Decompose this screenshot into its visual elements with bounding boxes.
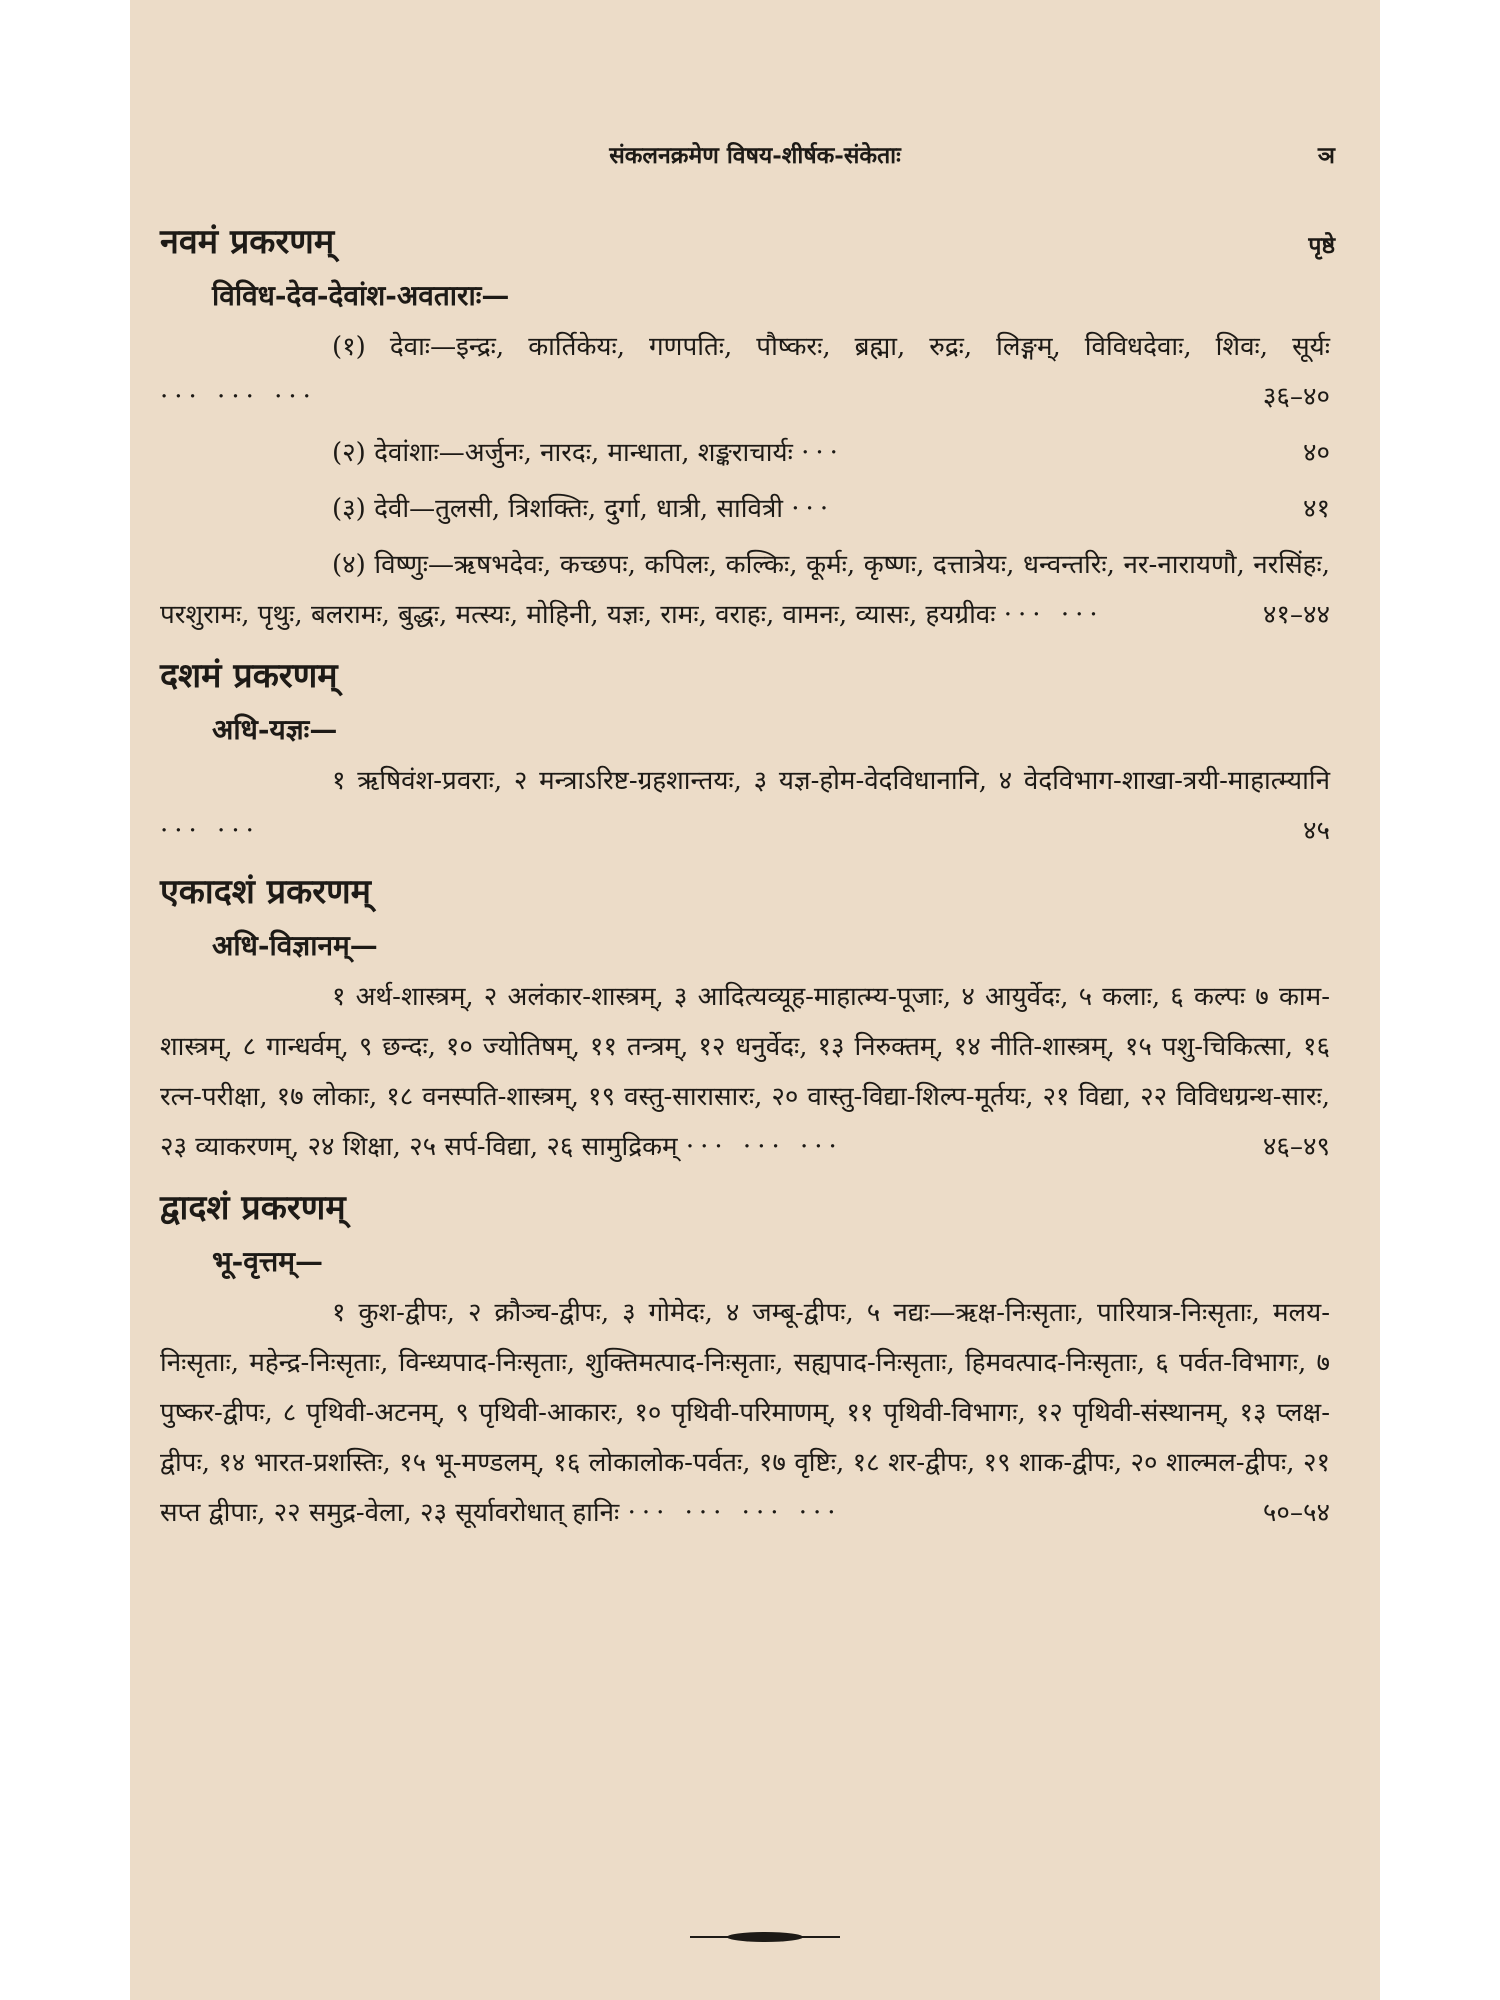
ornamental-rule <box>690 1928 840 1946</box>
entry-text: (३) देवी—तुलसी, त्रिशक्तिः, दुर्गा, धात्री, सावित्री <box>332 494 784 524</box>
entry-text: १ अर्थ-शास्त्रम्, २ अलंकार-शास्त्रम्, ३ आदित्यव्यूह-माहात्म्य-पूजाः, ४ आयुर्वेदः, ५ कलाः, ६ कल्पः ७ काम-शास्त्रम्, ८ गान्धर्वम्, ९ छन्दः, १० ज्योतिषम्, ११ तन्त्रम्, १२ धनुर्वेदः, १३ निरुक्तम्, १४ नीति-शास्त्रम्, १५ पशु-चिकित्सा, १६ रत्न-परीक्षा, १७ लोकाः, १८ वनस्पति-शास्त्रम्, १९ वस्तु-सारासारः, २० वास्तु-विद्या-शिल्प-मूर्तयः, २१ विद्या, २२ विविधग्रन्थ-सारः, २३ व्याकरणम्, २४ शिक्षा, २५ सर्प-विद्या, २६ सामुद्रिकम् <box>160 982 1330 1162</box>
entry-text: (४) विष्णुः—ऋषभदेवः, कच्छपः, कपिलः, कल्किः, कूर्मः, कृष्णः, दत्तात्रेयः, धन्वन्तरिः, नर-नारायणौ, नरसिंहः, परशुरामः, पृथुः, बलरामः, बुद्धः, मत्स्यः, मोहिनी, यज्ञः, रामः, वराहः, वामनः, व्यासः, हयग्रीवः <box>160 550 1330 630</box>
leader-dots: ··· <box>801 438 844 468</box>
leader-dots: ··· ··· ··· ··· <box>627 1498 842 1528</box>
book-page <box>130 0 1380 2000</box>
entry-text: १ ऋषिवंश-प्रवराः, २ मन्त्राऽरिष्ट-ग्रहशान्तयः, ३ यज्ञ-होम-वेदविधानानि, ४ वेदविभाग-शाखा-त्रयी-माहात्म्यानि <box>332 766 1330 796</box>
running-head: संकलनक्रमेण विषय-शीर्षक-संकेताः <box>609 142 901 169</box>
toc-entry <box>160 484 1330 534</box>
chapter-title: नवमं प्रकरणम् <box>160 222 335 262</box>
leader-dots: ··· ··· ··· <box>685 1132 843 1162</box>
page-range: ३६–४० <box>1262 382 1330 412</box>
page-range: ४१–४४ <box>1262 600 1330 630</box>
chapter-title: दशमं प्रकरणम् <box>160 656 338 696</box>
page-range: ४५ <box>1302 816 1330 846</box>
toc-entry <box>160 756 1330 856</box>
entry-text: (१) देवाः—इन्द्रः, कार्तिकेयः, गणपतिः, पौष्करः, ब्रह्मा, रुद्रः, लिङ्गम्, विविधदेवाः, शिवः, सूर्यः <box>332 332 1330 362</box>
leader-dots: ··· ··· <box>1003 600 1104 630</box>
chapter-title: एकादशं प्रकरणम् <box>160 872 372 912</box>
chapter-subtitle: अधि-विज्ञानम्— <box>212 929 378 962</box>
toc-entry <box>160 972 1330 1172</box>
toc-entry <box>160 322 1330 422</box>
entry-text: १ कुश-द्वीपः, २ क्रौञ्च-द्वीपः, ३ गोमेदः, ४ जम्बू-द्वीपः, ५ नद्यः—ऋक्ष-निःसृताः, पारियात्र-निःसृताः, मलय-निःसृताः, महेन्द्र-निःसृताः, विन्ध्यपाद-निःसृताः, शुक्तिमत्पाद-निःसृताः, सह्यपाद-निःसृताः, हिमवत्पाद-निःसृताः, ६ पर्वत-विभागः, ७ पुष्कर-द्वीपः, ८ पृथिवी-अटनम्, ९ पृथिवी-आकारः, १० पृथिवी-परिमाणम्, ११ पृथिवी-विभागः, १२ पृथिवी-संस्थानम्, १३ प्लक्ष-द्वीपः, १४ भारत-प्रशस्तिः, १५ भू-मण्डलम्, १६ लोकालोक-पर्वतः, १७ वृष्टिः, १८ शर-द्वीपः, १९ शाक-द्वीपः, २० शाल्मल-द्वीपः, २१ सप्त द्वीपाः, २२ समुद्र-वेला, २३ सूर्यावरोधात् हानिः <box>160 1298 1330 1528</box>
page-column-heading: पृष्ठे <box>1308 232 1335 259</box>
leader-dots: ··· ··· <box>160 816 260 846</box>
toc-entry <box>160 1288 1330 1538</box>
entry-text: (२) देवांशाः—अर्जुनः, नारदः, मान्धाता, शङ्कराचार्यः <box>332 438 793 468</box>
contents-list <box>160 216 1330 1544</box>
toc-entry <box>160 540 1330 640</box>
chapter-subtitle: विविध-देव-देवांश-अवताराः— <box>212 279 510 312</box>
chapter-subtitle: भू-वृत्तम्— <box>212 1245 323 1278</box>
chapter-subtitle: अधि-यज्ञः— <box>212 713 338 746</box>
toc-entry <box>160 428 1330 478</box>
page-range: ४० <box>1302 438 1330 468</box>
leader-dots: ··· <box>791 494 835 524</box>
page-range: ४६–४९ <box>1262 1132 1330 1162</box>
chapter-title: द्वादशं प्रकरणम् <box>160 1188 346 1228</box>
page-range: ४१ <box>1302 494 1330 524</box>
leader-dots: ··· ··· ··· <box>160 382 317 412</box>
page-folio: ञ <box>1317 142 1335 169</box>
page-range: ५०–५४ <box>1262 1498 1330 1528</box>
